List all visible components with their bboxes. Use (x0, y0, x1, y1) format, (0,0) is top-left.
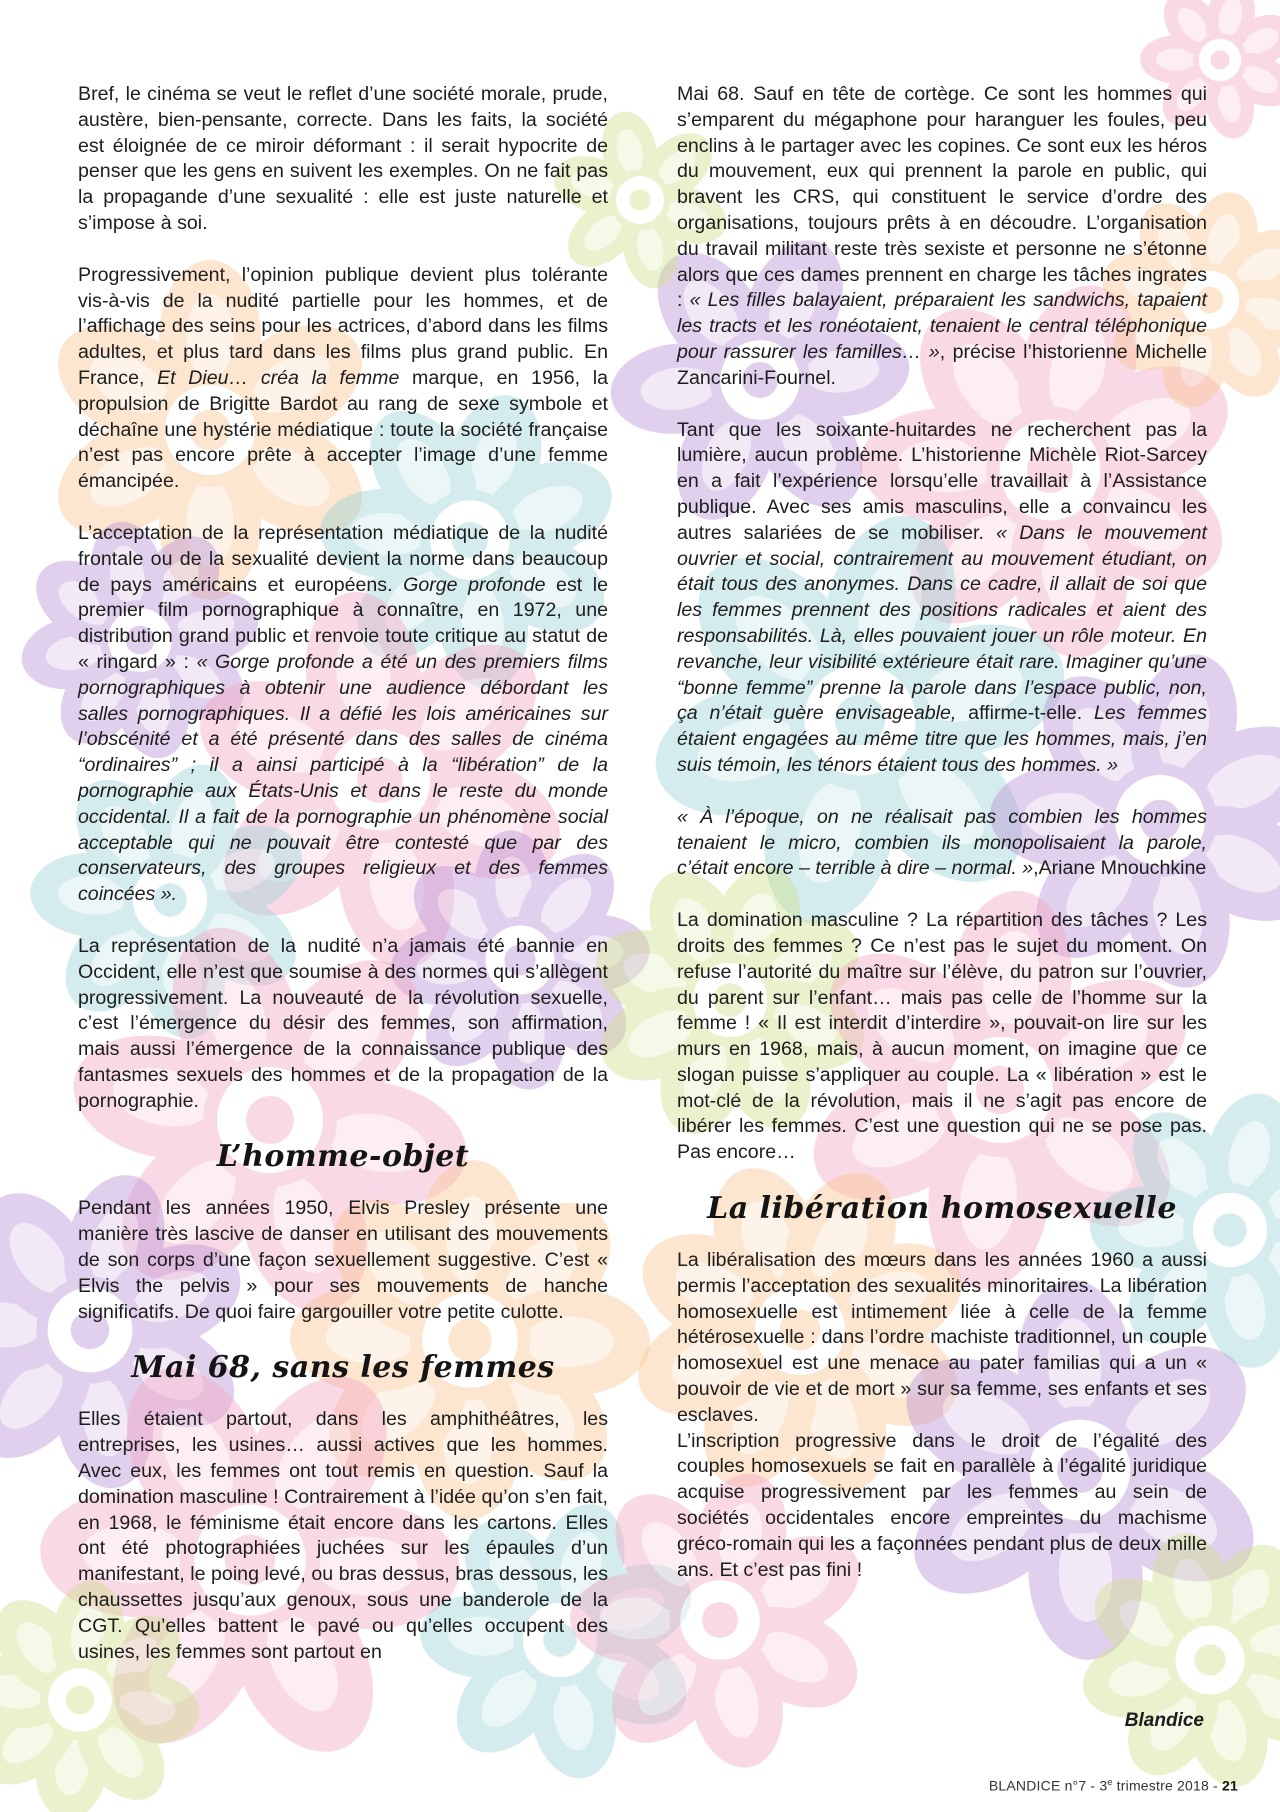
quote: Les femmes étaient engagées au même titre que les hommes, mais, j’en suis témoin, les ténors étaient tous des hommes. » (677, 702, 1207, 776)
paragraph-gorge-profonde: L’acceptation de la représentation médiatique de la nudité frontale ou de la sexualité devient la norme dans beaucoup de pays américains et européens. Gorge profonde est le premier film pornographique à connaître, en 1972, une distribution grand public et renvoie toute critique au statut de « ringard » : « Gorge profonde a été un des premiers films pornographiques à obtenir une audience débordant les salles pornographiques. Il a défié les lois américaines sur l’obscénité et a été présenté dans des salles de cinéma “ordinaires” ; il a ainsi participé à la “libération” de la pornographie aux États-Unis et dans le reste du monde occidental. Il a fait de la pornographie un phénomène social acceptable qui ne pouvait être contesté que par des conservateurs, des groupes religieux et des femmes coincées ». (78, 521, 608, 906)
section-heading-homme-objet: L’homme-objet (216, 1139, 470, 1175)
paragraph-liberalisation: La libéralisation des mœurs dans les années 1960 a aussi permis l’acceptation des sexualités minoritaires. La libération homosexuelle est intimement liée à celle de la femme hétérosexuelle : dans l’ordre machiste traditionnel, un couple homosexuel est une menace au pater familias qui a un « pouvoir de vie et de mort » sur sa femme, ses enfants et ses esclaves. (677, 1249, 1207, 1426)
film-title: Gorge profonde (403, 573, 546, 596)
film-title: Et Dieu… créa la femme (157, 366, 400, 389)
paragraph-elvis: Pendant les années 1950, Elvis Presley présente une manière très lascive de danser en utilisant des mouvements de son corps d’une façon sexuellement suggestive. C’est « Elvis the pelvis » pour ses mouvements de hanche significatifs. De quoi faire gargouiller votre petite culotte. (78, 1197, 608, 1323)
right-column (677, 82, 1207, 1583)
paragraph-cinema: Bref, le cinéma se veut le reflet d’une société morale, prude, austère, bien-pensante, correcte. Dans les faits, la société est éloignée de ce miroir déformant : il serait hypocrite de penser que les gens en suivent les exemples. On ne fait pas la propagande d’une sexualité : elle est juste naturelle et s’impose à soi. (78, 83, 608, 234)
section-heading-liberation-homosexuelle: La libération homosexuelle (707, 1191, 1177, 1227)
paragraph-soixante-huitardes: Tant que les soixante-huitardes ne recherchent pas la lumière, aucun problème. L’historienne Michèle Riot-Sarcey en a fait l’expérience lorsqu’elle travaillait à l’Assistance publique. Avec ses amis masculins, elle a convaincu les autres salariées de se mobiliser. « Dans le mouvement ouvrier et social, contrairement au mouvement étudiant, on était tous des anonymes. Dans ce cadre, il allait de soi que les femmes prennent des positions radicales et aient des responsabilités. Là, elles pouvaient jouer un rôle moteur. En revanche, leur visibilité extérieure était rare. Imaginer qu’une “bonne femme” prenne la parole dans l’espace public, non, ça n’était guère envisageable, affirme-t-elle. Les femmes étaient engagées au même titre que les hommes, mais, j’en suis témoin, les ténors étaient tous des hommes. » (677, 418, 1207, 776)
author-signature: Blandice (1124, 1710, 1204, 1731)
page-number: 21 (1222, 1777, 1238, 1794)
paragraph-mnouchkine: « À l’époque, on ne réalisait pas combien les hommes tenaient le micro, combien ils monopolisaient la parole, c’était encore – terrible à dire – normal. »,Ariane Mnouchkine (677, 805, 1207, 880)
quote: « À l’époque, on ne réalisait pas combien les hommes tenaient le micro, combien ils monopolisaient la parole, c’était encore – terrible à dire – normal. » (677, 805, 1207, 880)
left-column (78, 82, 608, 1665)
page-footer: BLANDICE n°7 - 3e trimestre 2018 - 21 (988, 1777, 1238, 1794)
quote: « Les filles balayaient, préparaient les sandwichs, tapaient les tracts et les ronéotaient, tenaient le central téléphonique pour rassurer les familles… » (677, 289, 1208, 363)
section-heading-mai-68: Mai 68, sans les femmes (131, 1350, 555, 1386)
paragraph-mai-68: Elles étaient partout, dans les amphithéâtres, les entreprises, les usines… aussi actives que les hommes. Avec eux, les femmes ont tout remis en question. Sauf la domination masculine ! Contrairement à l’idée qu’on s’en fait, en 1968, le féminisme était encore dans les cartons. Elles ont été photographiées juchées sur les épaules d’un manifestant, le poing levé, ou bras dessus, bras dessous, les chaussettes jusqu’aux genoux, sous une banderole de la CGT. Qu’elles battent le pavé ou qu’elles occupent des usines, les femmes sont partout en (78, 1408, 608, 1663)
paragraph-mai-68-suite: Mai 68. Sauf en tête de cortège. Ce sont les hommes qui s’emparent du mégaphone pour haranguer les foules, peu enclins à le partager avec les copines. Ce sont eux les héros du mouvement, eux qui prennent la parole en public, qui bravent les CRS, qui constituent le service d’ordre des organisations, toujours prêts à en découdre. L’organisation du travail militant reste très sexiste et personne ne s’étonne alors que ces dames prennent en charge les tâches ingrates : « Les filles balayaient, préparaient les sandwichs, tapaient les tracts et les ronéotaient, tenaient le central téléphonique pour rassurer les familles… », précise l’historienne Michelle Zancarini-Fournel. (677, 83, 1208, 389)
paragraph-inscription: L’inscription progressive dans le droit de l’égalité des couples homosexuels se fait en parallèle à l’égalité juridique acquise progressivement par les femmes au sein de sociétés occidentales encore empreintes du machisme gréco-romain qui les a façonnées pendant plus de deux mille ans. Et c’est pas fini ! (677, 1429, 1207, 1581)
quote: « Dans le mouvement ouvrier et social, contrairement au mouvement étudiant, on était tous des anonymes. Dans ce cadre, il allait de soi que les femmes prennent des positions radicales et aient des responsabilités. Là, elles pouvaient jouer un rôle moteur. En revanche, leur visibilité extérieure était rare. Imaginer qu’une “bonne femme” prenne la parole dans l’espace public, non, ça n’était guère envisageable, (677, 521, 1207, 725)
quote: « Gorge profonde a été un des premiers films pornographiques à obtenir une audience débordant les salles pornographiques. Il a défié les lois américaines sur l’obscénité et a été présenté dans des salles de cinéma “ordinaires” ; il a ainsi participé à la “libération” de la pornographie aux États-Unis et dans le reste du monde occidental. Il a fait de la pornographie un phénomène social acceptable qui ne pouvait être contesté que par des conservateurs, des groupes religieux et des femmes coincées ». (78, 650, 608, 906)
paragraph-domination: La domination masculine ? La répartition des tâches ? Les droits des femmes ? Ce n’est pas le sujet du moment. On refuse l’autorité du maître sur l’élève, du patron sur l’ouvrier, du parent sur l’enfant… mais pas celle de l’homme sur la femme ! « Il est interdit d’interdire », pouvait-on lire sur les murs en 1968, mais, à aucun moment, on imagine que ce slogan puisse s’appliquer au couple. La « libération » est le mot-clé de la révolution, mais il ne s’agit pas encore de libérer les femmes. C’est une question qui ne se pose pas. Pas encore… (677, 909, 1207, 1164)
paragraph-progressivement: Progressivement, l’opinion publique devient plus tolérante vis-à-vis de la nudité partielle pour les hommes, et de l’affichage des seins pour les actrices, d’abord dans les films adultes, et plus tard dans les films plus grand public. En France, Et Dieu… créa la femme marque, en 1956, la propulsion de Brigitte Bardot au rang de sexe symbole et déchaîne une hystérie médiatique : toute la société française n’est pas encore prête à accepter l’image d’une femme émancipée. (78, 263, 608, 493)
paragraph-nudite: La représentation de la nudité n’a jamais été bannie en Occident, elle n’est que soumise à des normes qui s’allègent progressivement. La nouveauté de la révolution sexuelle, c’est l’émergence du désir des femmes, son affirmation, mais aussi l’émergence de la connaissance publique des fantasmes sexuels des hommes et de la propagation de la pornographie. (78, 934, 608, 1112)
